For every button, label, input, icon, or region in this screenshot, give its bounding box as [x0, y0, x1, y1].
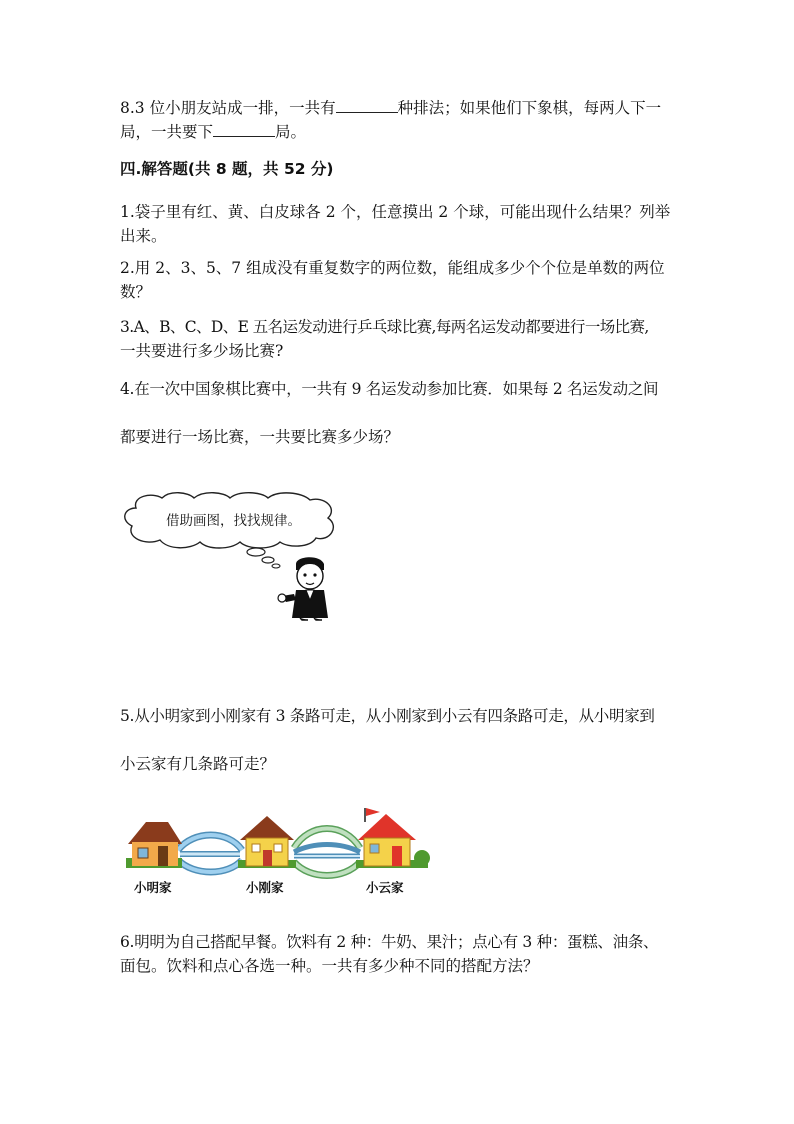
house-xiaoyun-icon — [356, 808, 430, 868]
answer-blank-1[interactable] — [336, 98, 398, 113]
thought-dot-3 — [272, 564, 280, 568]
house-label-xiaoyun: 小云家 — [366, 880, 404, 895]
problem-4 — [120, 377, 680, 449]
question-8-text-b: 种排法；如果他们下象棋，每两人下一 — [397, 99, 662, 117]
thought-dot-1 — [247, 548, 265, 556]
problem-6-line-1: 6.明明为自己搭配早餐。饮料有 2 种：牛奶、果汁；点心有 3 种：蛋糕、油条、 — [120, 933, 659, 951]
house-label-xiaoming: 小明家 — [134, 880, 172, 895]
question-8-text-c: 局，一共要下 — [120, 123, 214, 141]
problem-1 — [120, 200, 680, 248]
problem-1-line-1: 1.袋子里有红、黄、白皮球各 2 个，任意摸出 2 个球，可能出现什么结果？列举 — [120, 203, 671, 221]
problem-6 — [120, 930, 680, 978]
problem-3-line-1: 3.A、B、C、D、E 五名运发动进行乒乓球比赛,每两名运发动都要进行一场比赛, — [120, 318, 649, 336]
problem-6-line-2: 面包。饮料和点心各选一种。一共有多少种不同的搭配方法？ — [120, 957, 539, 975]
house-xiaogang-icon — [238, 816, 296, 868]
problem-1-line-2: 出来。 — [120, 227, 167, 245]
thought-dot-2 — [262, 557, 274, 563]
problem-5-line-2: 小云家有几条路可走？ — [120, 755, 276, 773]
road-ming-to-gang — [178, 835, 242, 872]
house-xiaoming-icon — [126, 822, 182, 868]
section-heading: 四.解答题(共 8 题，共 52 分) — [120, 160, 334, 178]
boy-figure-icon — [278, 557, 328, 620]
answer-blank-2[interactable] — [213, 122, 275, 137]
problem-3 — [120, 315, 680, 363]
thought-bubble-text: 借助画图，找找规律。 — [166, 513, 301, 529]
question-8-line-1 — [120, 96, 680, 120]
road-gang-to-yun — [294, 829, 360, 876]
question-8-line-2 — [120, 120, 680, 144]
problem-2 — [120, 256, 680, 304]
question-8-text-d: 局。 — [275, 123, 307, 141]
question-8-text-a: 8.3 位小朋友站成一排，一共有 — [120, 99, 336, 117]
houses-road-illustration — [124, 806, 436, 902]
question-8 — [120, 96, 680, 144]
thought-bubble-illustration — [118, 490, 348, 630]
problem-4-line-1: 4.在一次中国象棋比赛中，一共有 9 名运发动参加比赛．如果每 2 名运发动之间 — [120, 380, 659, 398]
problem-2-line-2: 数？ — [120, 283, 152, 301]
problem-3-line-2: 一共要进行多少场比赛? — [120, 342, 284, 360]
problem-5-line-1: 5.从小明家到小刚家有 3 条路可走，从小刚家到小云有四条路可走，从小明家到 — [120, 707, 655, 725]
house-label-xiaogang: 小刚家 — [246, 880, 284, 895]
problem-2-line-1: 2.用 2、3、5、7 组成没有重复数字的两位数，能组成多少个个位是单数的两位 — [120, 259, 665, 277]
problem-4-line-2: 都要进行一场比赛，一共要比赛多少场？ — [120, 428, 400, 446]
problem-5 — [120, 704, 680, 776]
